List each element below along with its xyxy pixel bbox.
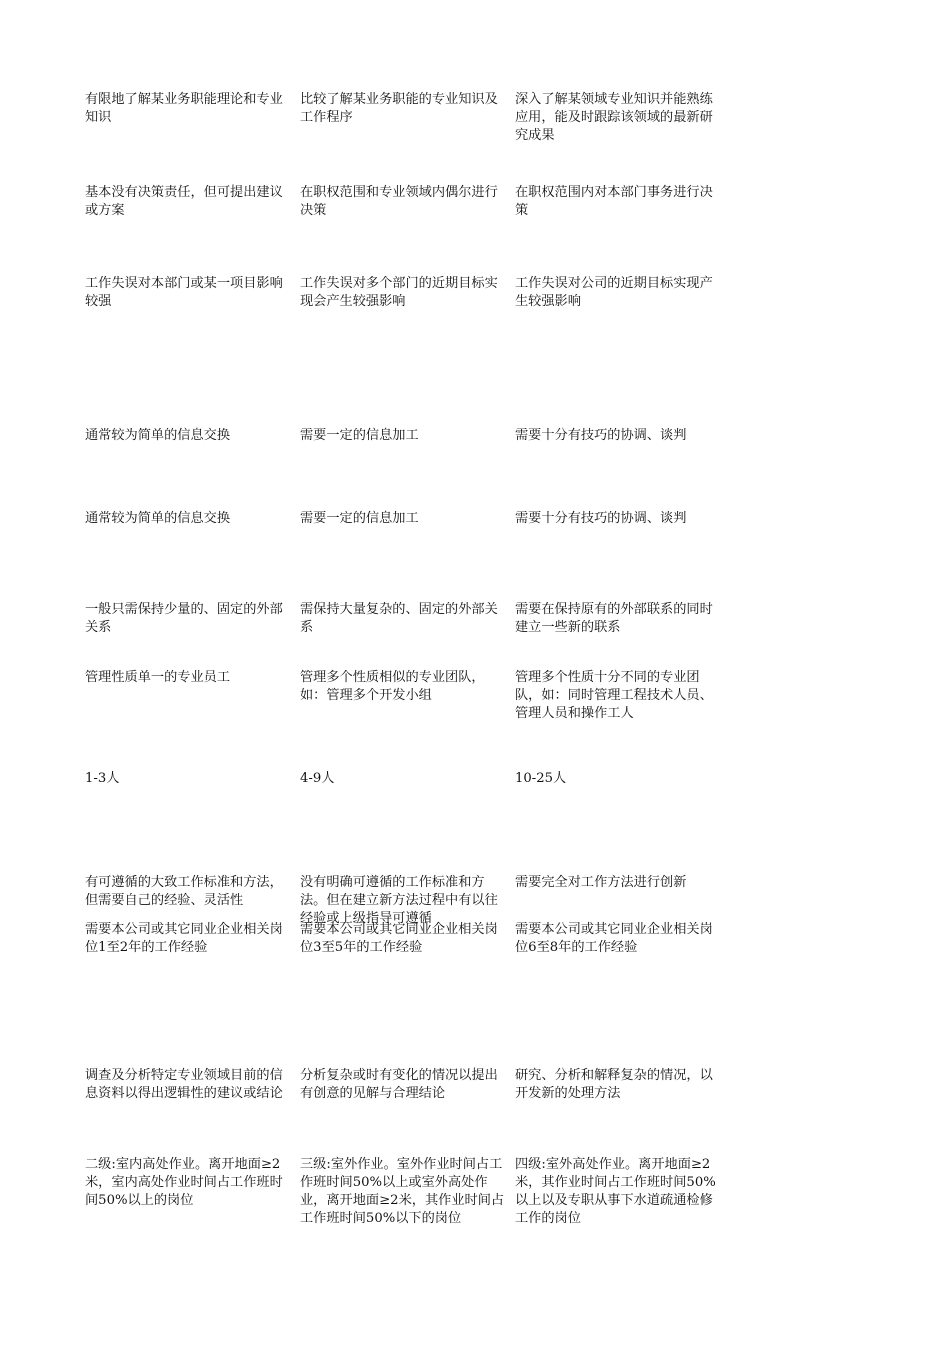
row9-col3: 需要完全对工作方法进行创新 bbox=[515, 875, 687, 890]
row4-col2: 需要一定的信息加工 bbox=[300, 428, 419, 443]
row6-col2: 需保持大量复杂的、固定的外部关系 bbox=[300, 602, 498, 635]
row7-col1: 管理性质单一的专业员工 bbox=[85, 670, 231, 685]
row7-col2: 管理多个性质相似的专业团队，如：管理多个开发小组 bbox=[300, 670, 485, 703]
row1-col2: 比较了解某业务职能的专业知识及工作程序 bbox=[300, 92, 498, 125]
row4-col3: 需要十分有技巧的协调、谈判 bbox=[515, 428, 687, 443]
row3-col2: 工作失误对多个部门的近期目标实现会产生较强影响 bbox=[300, 276, 498, 309]
row6-col3: 需要在保持原有的外部联系的同时建立一些新的联系 bbox=[515, 602, 713, 635]
row10-col3: 需要本公司或其它同业企业相关岗位6至8年的工作经验 bbox=[515, 922, 713, 955]
row8-col3: 10-25人 bbox=[515, 771, 567, 786]
row3-col1: 工作失误对本部门或某一项目影响较强 bbox=[85, 276, 283, 309]
row12-col2: 三级:室外作业。室外作业时间占工作班时间50%以上或室外高处作业，离开地面≥2米，其作业时间占工作班时间50%以下的岗位 bbox=[300, 1157, 505, 1226]
row2-col3: 在职权范围内对本部门事务进行决策 bbox=[515, 185, 713, 218]
row9-col2: 没有明确可遵循的工作标准和方法。但在建立新方法过程中有以往经验或上级指导可遵循 bbox=[300, 875, 498, 924]
row2-col2: 在职权范围和专业领域内偶尔进行决策 bbox=[300, 185, 498, 218]
row10-col2: 需要本公司或其它同业企业相关岗位3至5年的工作经验 bbox=[300, 922, 498, 955]
row7-col3: 管理多个性质十分不同的专业团队，如：同时管理工程技术人员、管理人员和操作工人 bbox=[515, 670, 713, 721]
row8-col1: 1-3人 bbox=[85, 771, 120, 786]
row8-col2: 4-9人 bbox=[300, 771, 335, 786]
row1-col1: 有限地了解某业务职能理论和专业知识 bbox=[85, 92, 283, 125]
row1-col3: 深入了解某领域专业知识并能熟练应用，能及时跟踪该领域的最新研究成果 bbox=[515, 92, 713, 143]
row11-col1: 调查及分析特定专业领域目前的信息资料以得出逻辑性的建议或结论 bbox=[85, 1068, 283, 1101]
row12-col3: 四级:室外高处作业。离开地面≥2米，其作业时间占工作班时间50%以上以及专职从事下水道疏通检修工作的岗位 bbox=[515, 1157, 716, 1226]
row11-col3: 研究、分析和解释复杂的情况，以开发新的处理方法 bbox=[515, 1068, 713, 1101]
row12-col1: 二级:室内高处作业。离开地面≥2米，室内高处作业时间占工作班时间50%以上的岗位 bbox=[85, 1157, 283, 1208]
row10-col1: 需要本公司或其它同业企业相关岗位1至2年的工作经验 bbox=[85, 922, 283, 955]
row6-col1: 一般只需保持少量的、固定的外部关系 bbox=[85, 602, 283, 635]
row5-col1: 通常较为简单的信息交换 bbox=[85, 511, 231, 526]
row4-col1: 通常较为简单的信息交换 bbox=[85, 428, 231, 443]
row9-col1: 有可遵循的大致工作标准和方法，但需要自己的经验、灵活性 bbox=[85, 875, 283, 908]
row11-col2: 分析复杂或时有变化的情况以提出有创意的见解与合理结论 bbox=[300, 1068, 498, 1101]
row2-col1: 基本没有决策责任，但可提出建议或方案 bbox=[85, 185, 283, 218]
row5-col2: 需要一定的信息加工 bbox=[300, 511, 419, 526]
row5-col3: 需要十分有技巧的协调、谈判 bbox=[515, 511, 687, 526]
row3-col3: 工作失误对公司的近期目标实现产生较强影响 bbox=[515, 276, 713, 309]
